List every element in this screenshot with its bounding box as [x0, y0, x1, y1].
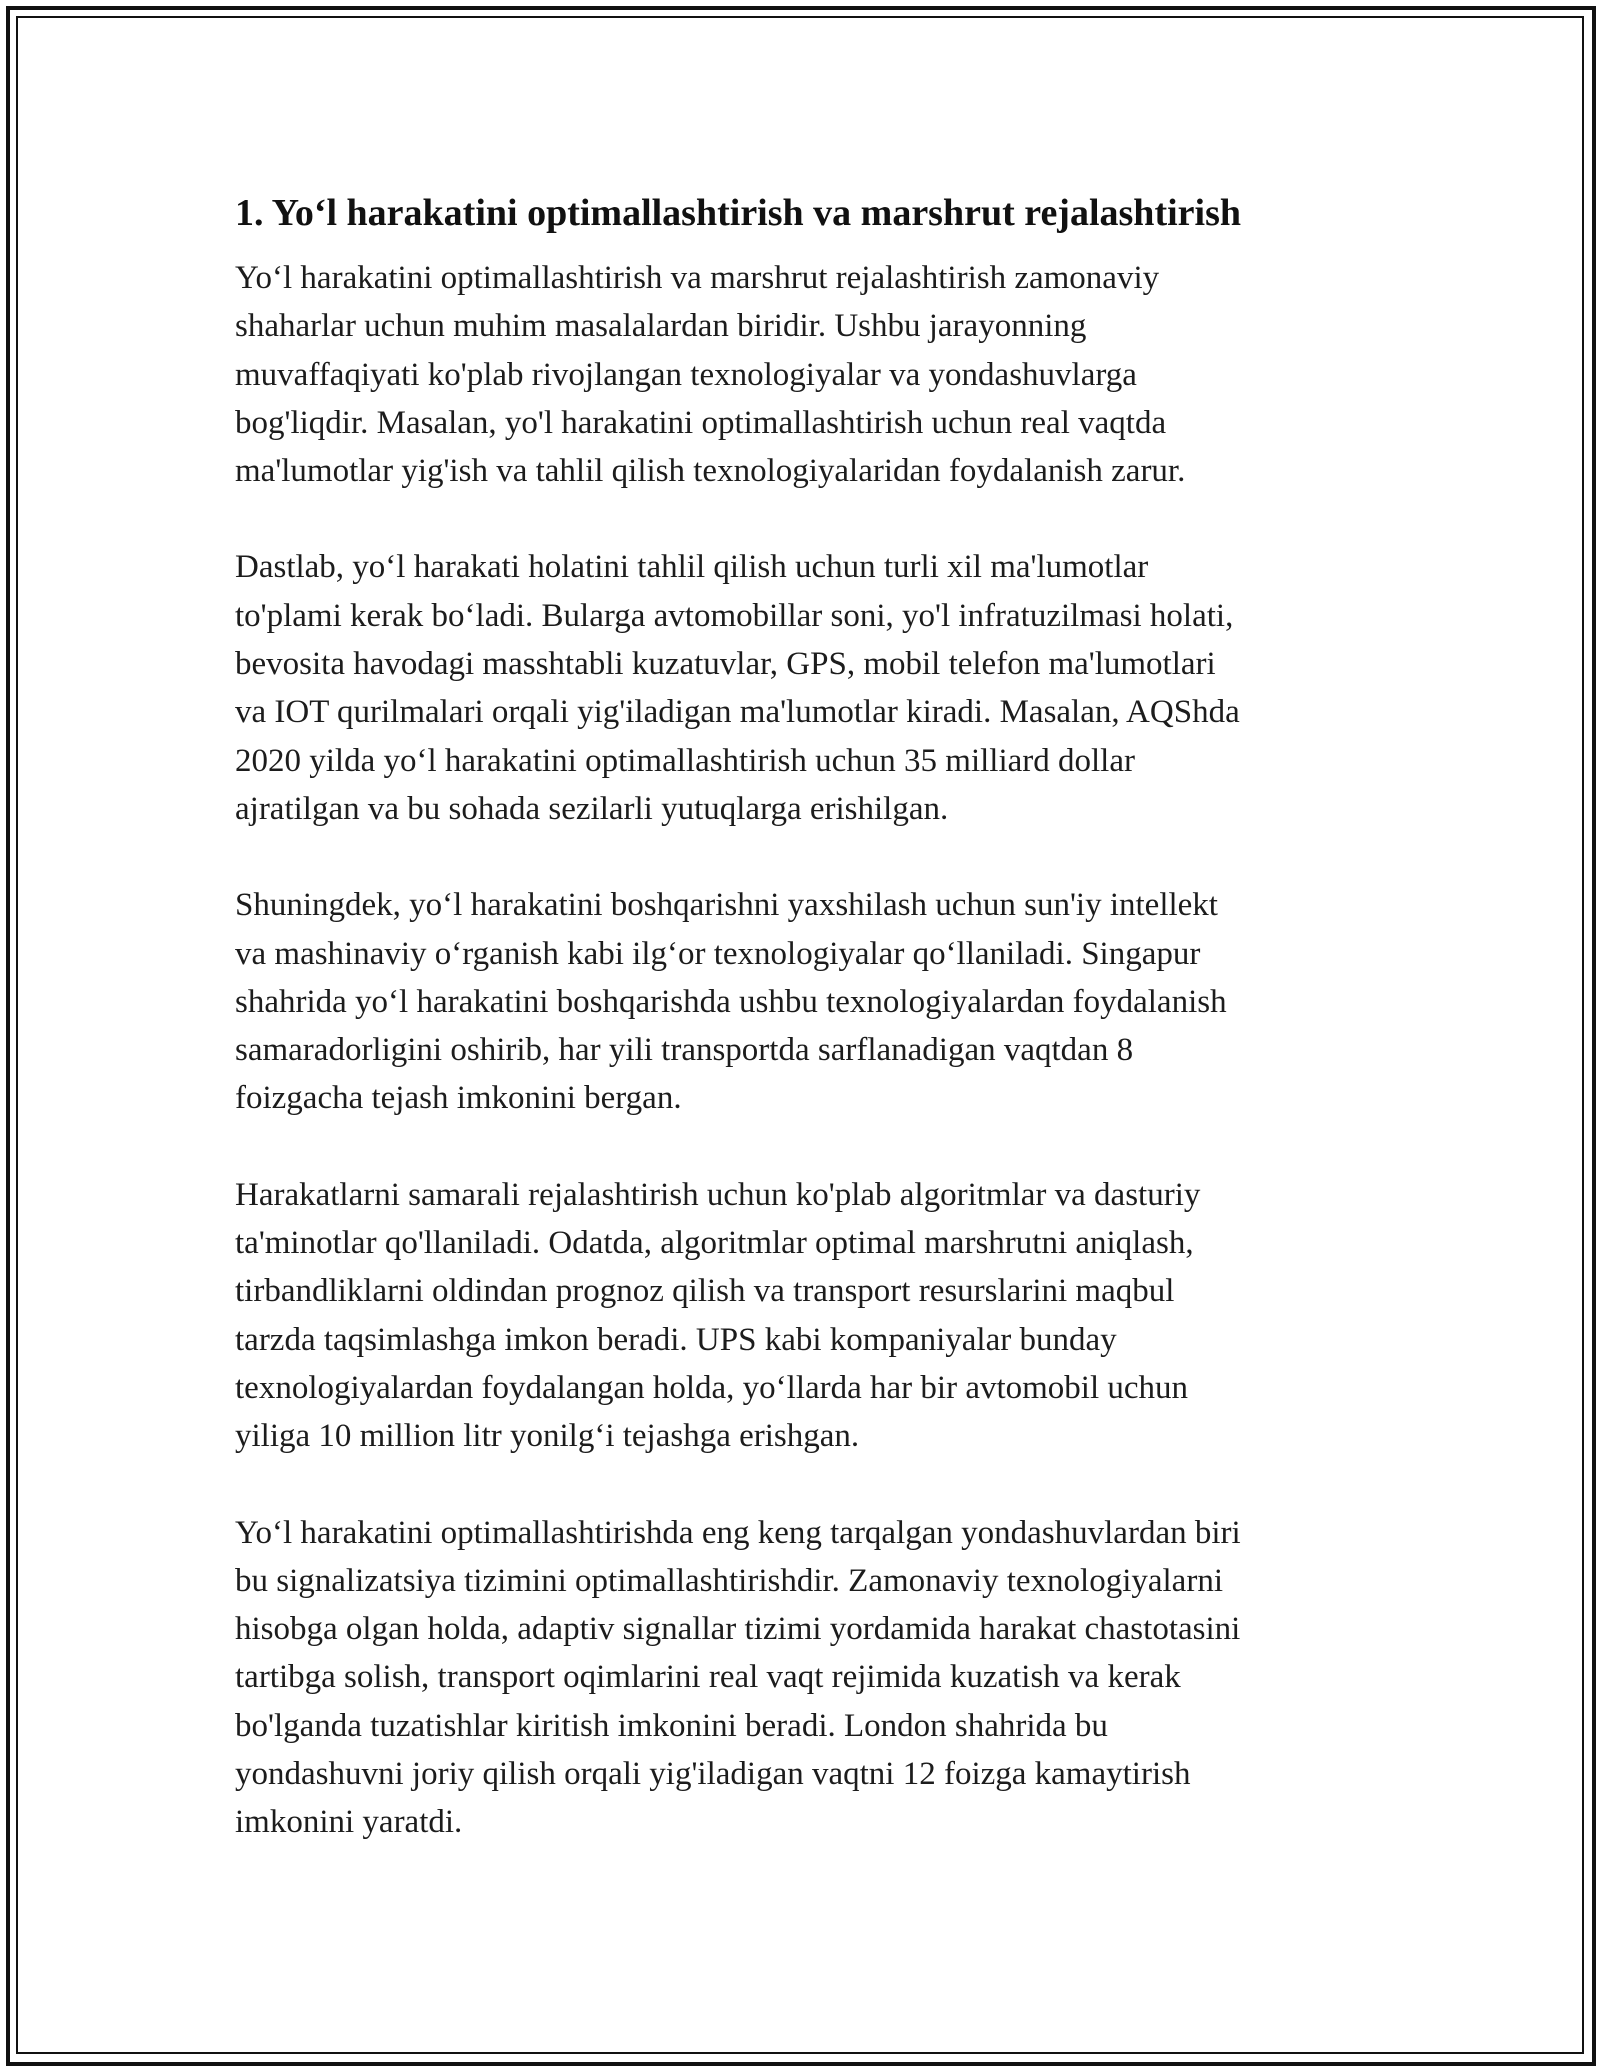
paragraph-5: [235, 1509, 1365, 1847]
text-line: va mashinaviy o‘rganish kabi ilg‘or texnologiyalar qo‘llaniladi. Singapur: [235, 935, 1201, 972]
text-line: hisobga olgan holda, adaptiv signallar tizimi yordamida harakat chastotasini: [235, 1611, 1241, 1648]
text-line: muvaffaqiyati ko'plab rivojlangan texnologiyalar va yondashuvlarga: [235, 356, 1137, 393]
text-line: Shuningdek, yo‘l harakatini boshqarishni yaxshilash uchun sun'iy intellekt: [235, 887, 1218, 924]
section-heading: 1. Yo‘l harakatini optimallashtirish va marshrut rejalashtirish: [235, 192, 1241, 234]
text-line: bo'lganda tuzatishlar kiritish imkonini beradi. London shahrida bu: [235, 1707, 1108, 1744]
text-line: texnologiyalardan foydalangan holda, yo‘llarda har bir avtomobil uchun: [235, 1369, 1189, 1406]
text-line: Dastlab, yo‘l harakati holatini tahlil qilish uchun turli xil ma'lumotlar: [235, 549, 1149, 586]
text-line: ajratilgan va bu sohada sezilarli yutuqlarga erishilgan.: [235, 790, 949, 827]
text-line: ma'lumotlar yig'ish va tahlil qilish texnologiyalaridan foydalanish zarur.: [235, 453, 1186, 490]
text-line: tartibga solish, transport oqimlarini real vaqt rejimida kuzatish va kerak: [235, 1659, 1181, 1696]
text-line: yondashuvni joriy qilish orqali yig'iladigan vaqtni 12 foizga kamaytirish: [235, 1756, 1191, 1793]
text-line: ta'minotlar qo'llaniladi. Odatda, algoritmlar optimal marshrutni aniqlash,: [235, 1225, 1194, 1262]
text-line: samaradorligini oshirib, har yili transportda sarflanadigan vaqtdan 8: [235, 1032, 1134, 1069]
text-line: bevosita havodagi masshtabli kuzatuvlar, GPS, mobil telefon ma'lumotlari: [235, 646, 1216, 683]
paragraph-2: [235, 543, 1365, 833]
text-line: Yo‘l harakatini optimallashtirish va marshrut rejalashtirish zamonaviy: [235, 260, 1160, 296]
paragraph-1: [235, 254, 1365, 495]
text-line: to'plami kerak bo‘ladi. Bularga avtomobillar soni, yo'l infratuzilmasi holati,: [235, 597, 1234, 634]
text-line: va IOT qurilmalari orqali yig'iladigan ma'lumotlar kiradi. Masalan, AQShda: [235, 694, 1240, 731]
text-line: tarzda taqsimlashga imkon beradi. UPS kabi kompaniyalar bunday: [235, 1321, 1117, 1358]
text-line: Yo‘l harakatini optimallashtirishda eng keng tarqalgan yondashuvlardan biri: [235, 1514, 1241, 1551]
text-line: tirbandliklarni oldindan prognoz qilish va transport resurslarini maqbul: [235, 1273, 1175, 1310]
paragraph-4: [235, 1171, 1365, 1461]
text-line: 2020 yilda yo‘l harakatini optimallashtirish uchun 35 milliard dollar: [235, 742, 1135, 779]
text-line: shahrida yo‘l harakatini boshqarishda ushbu texnologiyalardan foydalanish: [235, 983, 1227, 1020]
text-line: yiliga 10 million litr yonilg‘i tejashga erishgan.: [235, 1418, 860, 1455]
document-body: [235, 186, 1365, 1847]
text-line: imkonini yaratdi.: [235, 1804, 463, 1841]
text-line: Harakatlarni samarali rejalashtirish uchun ko'plab algoritmlar va dasturiy: [235, 1176, 1201, 1213]
paragraph-3: [235, 881, 1365, 1122]
text-line: bog'liqdir. Masalan, yo'l harakatini optimallashtirish uchun real vaqtda: [235, 404, 1167, 441]
text-line: bu signalizatsiya tizimini optimallashtirishdir. Zamonaviy texnologiyalarni: [235, 1562, 1223, 1599]
text-line: foizgacha tejash imkonini bergan.: [235, 1080, 682, 1117]
text-line: shaharlar uchun muhim masalalardan biridir. Ushbu jarayonning: [235, 308, 1087, 345]
